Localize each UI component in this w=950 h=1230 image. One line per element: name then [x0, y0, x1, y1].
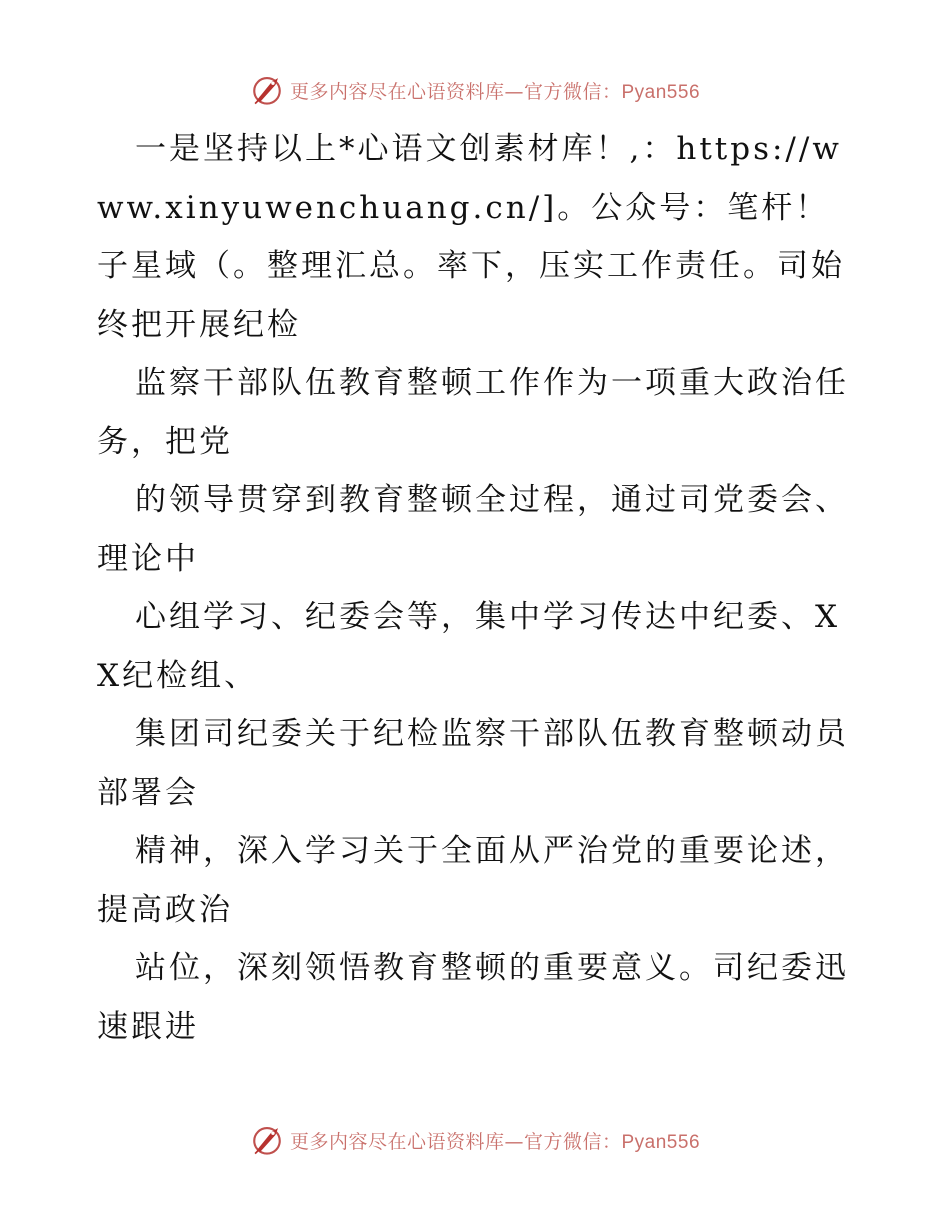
header-watermark-banner — [0, 70, 950, 110]
body-paragraph: 一是坚持以上*心语文创素材库！,：https://www.xinyuwenchuang.cn/]。公众号：笔杆！子星域（。整理汇总。率下，压实工作责任。司始终把开展纪检 — [97, 131, 845, 343]
watermark-text: 更多内容尽在心语资料库—官方微信：Pyan556 — [289, 1130, 701, 1153]
body-paragraph: 监察干部队伍教育整顿工作作为一项重大政治任务，把党 — [97, 365, 849, 460]
footer-watermark-banner — [0, 1120, 950, 1160]
body-paragraph: 集团司纪委关于纪检监察干部队伍教育整顿动员部署会 — [97, 716, 849, 811]
body-paragraph: 的领导贯穿到教育整顿全过程，通过司党委会、理论中 — [97, 482, 849, 577]
pen-nib-logo-icon — [250, 1123, 284, 1157]
body-paragraph: 心组学习、纪委会等，集中学习传达中纪委、XX纪检组、 — [97, 599, 841, 694]
body-paragraph: 精神，深入学习关于全面从严治党的重要论述，提高政治 — [97, 833, 849, 928]
watermark-text: 更多内容尽在心语资料库—官方微信：Pyan556 — [289, 80, 701, 103]
pen-nib-logo-icon — [250, 73, 284, 107]
document-body — [97, 120, 857, 1056]
body-paragraph: 站位，深刻领悟教育整顿的重要意义。司纪委迅速跟进 — [97, 950, 849, 1045]
